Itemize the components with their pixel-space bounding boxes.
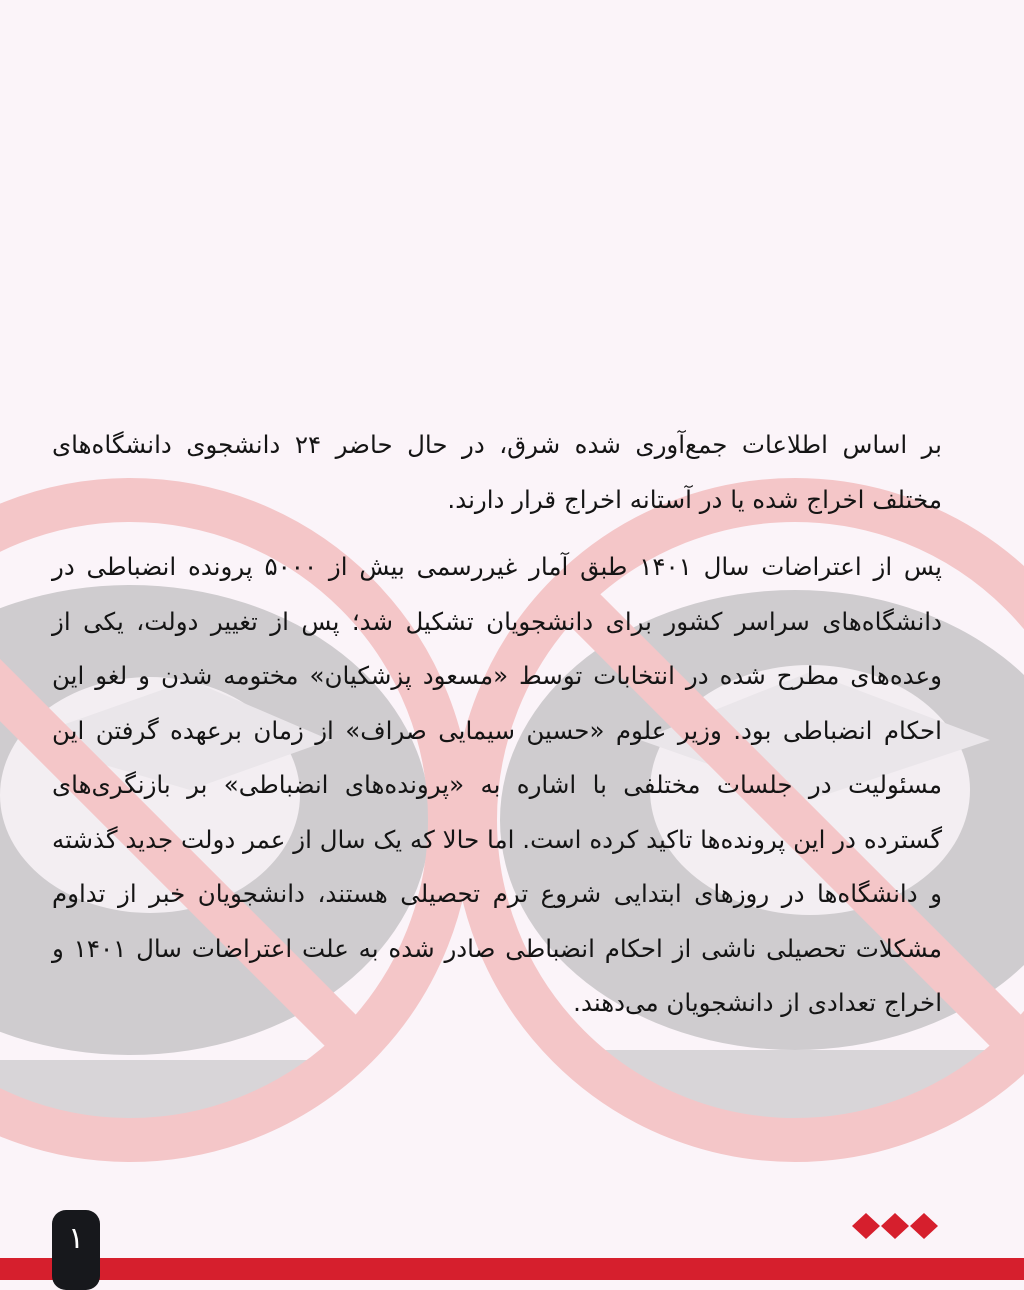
paragraph: پس از اعتراضات سال ۱۴۰۱ طبق آمار غیررسمی بیش از ۵۰۰۰ پرونده انضباطی در دانشگاه‌های سراسر کشور برای دانشجویان تشکیل شد؛ پس از تغییر دولت، یکی از وعده‌های مطرح شده در انتخابات توسط «مسعود پزشکیان» مختومه شدن و لغو این احکام انضباطی بود. وزیر علوم «حسین سیمایی صراف» از زمان برعهده گرفتن این مسئولیت در جلسات مختلفی با اشاره به «پرونده‌های انضباطی» بر بازنگری‌های گسترده در این پرونده‌ها تاکید کرده است. اما حالا که یک سال از عمر دولت جدید گذشته و دانشگاه‌ها در روزهای ابتدایی شروع ترم تحصیلی هستند، دانشجویان خبر از تداوم مشکلات تحصیلی ناشی از احکام انضباطی صادر شده به علت اعتراضات سال ۱۴۰۱ و اخراج تعدادی از دانشجویان می‌دهند. <box>52 552 942 1017</box>
page-number-badge: ۱ <box>52 1210 100 1290</box>
article-body <box>52 418 942 1044</box>
paragraph: بر اساس اطلاعات جمع‌آوری شده شرق، در حال حاضر ۲۴ دانشجوی دانشگاه‌های مختلف اخراج شده یا در آستانه اخراج قرار دارند. <box>52 430 942 514</box>
bottom-accent-bar <box>0 1258 1024 1280</box>
three-diamonds-logo <box>848 1208 944 1244</box>
